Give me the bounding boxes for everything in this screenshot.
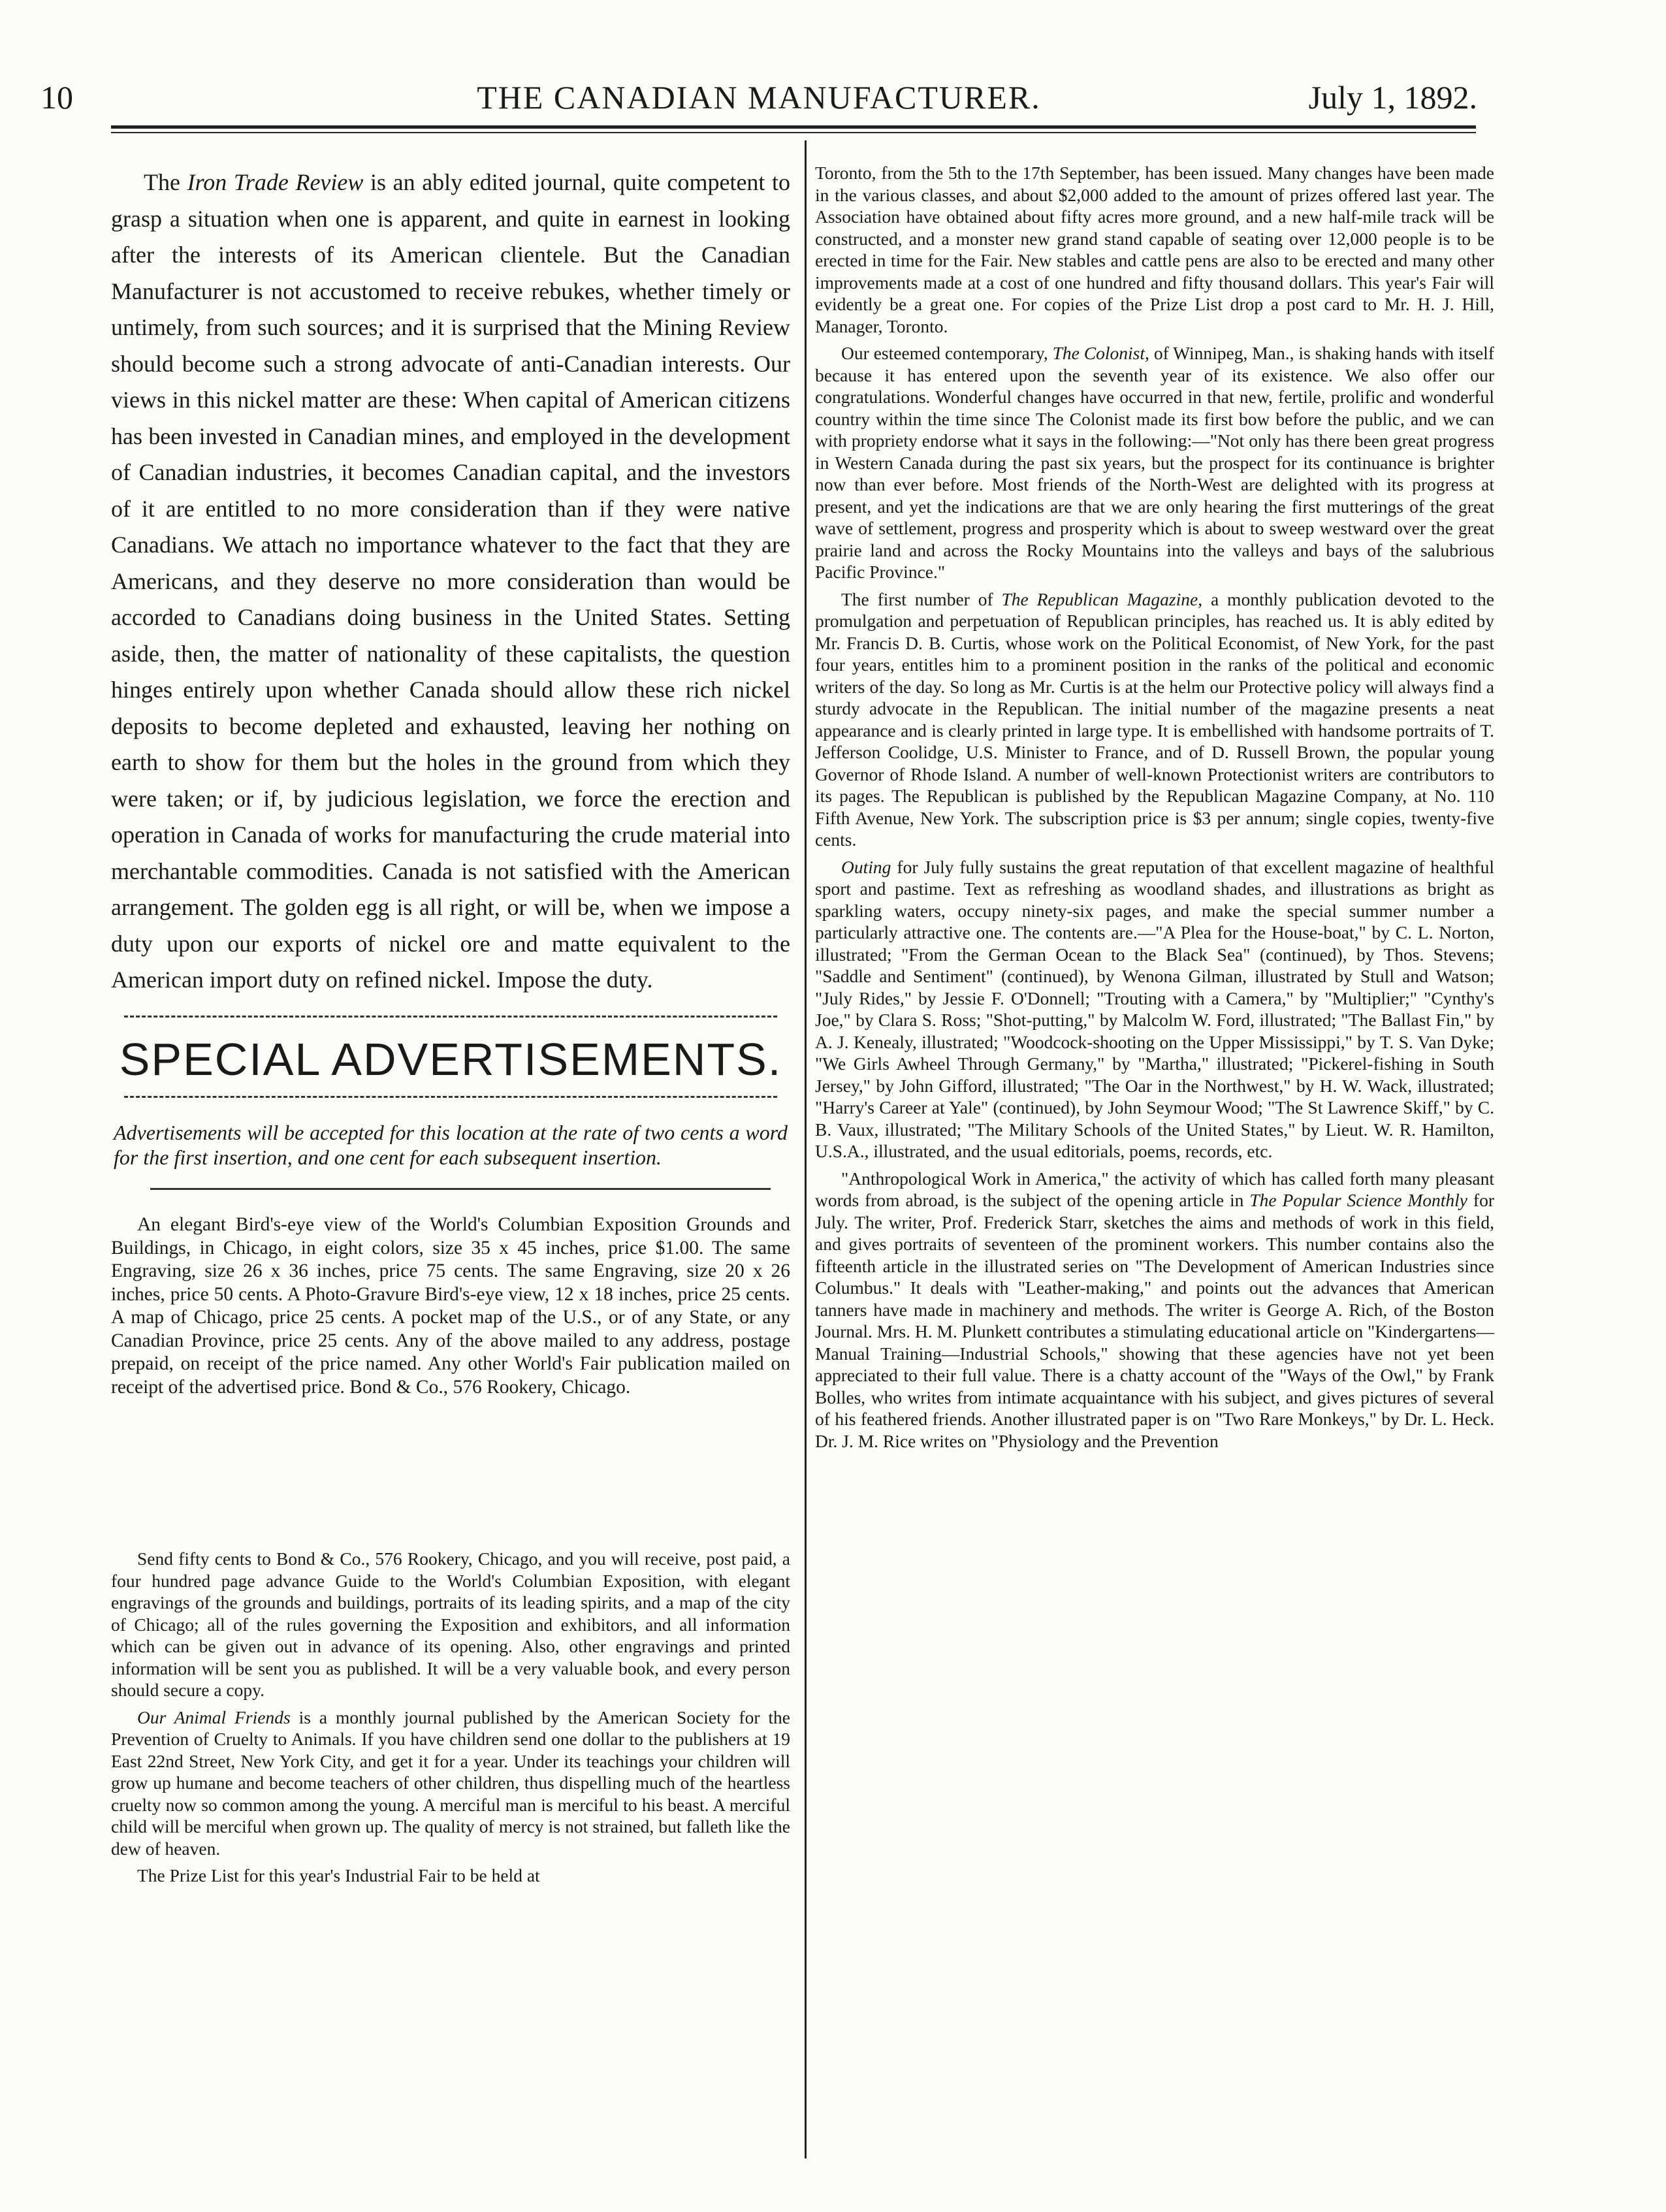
paragraph-outing: Outing for July fully sustains the great reputation of that excellent magazine of healthful sport and pastime. Text as refreshing as woodland shades, and illustrations as bright as sparkling waters, occupy ninety-six pages, and make the special summer number a particularly attractive one. The contents are.—"A Plea for the House-boat," by C. L. Norton, illustrated; "From the German Ocean to the Black Sea" (continued), by Thos. Stevens; "Saddle and Sentiment" (continued), by Wenona Gilman, illustrated by Stull and Watson; "July Rides," by Jessie F. O'Donnell; "Trouting with a Camera," by "Multiplier;" "Cynthy's Joe," by Clara S. Ross; "Shot-putting," by Malcolm W. Ford, illustrated; "The Ballast Fin," by A. J. Kenealy, illustrated; "Woodcock-shooting on the Upper Mississippi," by T. S. Van Dyke; "We Girls Awheel Through Germany," by "Martha," illustrated; "Pickerel-fishing in South Jersey," by John Gifford, illustrated; "The Oar in the Northwest," by H. W. Wack, illustrated; "Harry's Career at Yale" (continued), by John Seymour Wood; "The St Lawrence Skiff," by C. B. Vaux, illustrated; "The Military Schools of the United States," by Lieut. W. R. Hamilton, U.S.A., illustrated, and the usual editorials, poems, records, etc. [815,856,1494,1161]
editorial-nickel [111,165,790,999]
publication-title: THE CANADIAN MANUFACTURER. [477,79,1041,116]
section-divider [124,1016,777,1018]
ad-birds-eye-view: An elegant Bird's-eye view of the World's Columbian Exposition Grounds and Buildings, in Chicago, in eight colors, size 35 x 45 inches, price $1.00. The same Engraving, size 26 x 36 inches, price 75 cents. The same Engraving, size 20 x 26 inches, price 50 cents. A Photo-Gravure Bird's-eye view, 12 x 18 inches, price 25 cents. A map of Chicago, price 25 cents. A pocket map of the U.S., or of any State, or any Canadian Province, price 25 cents. Any of the above mailed to any address, postage prepaid, on receipt of the price named. Any other World's Fair publication mailed on receipt of the advertised price. Bond & Co., 576 Rookery, Chicago. [111,1214,790,1398]
note-animal-friends: Our Animal Friends is a monthly journal published by the American Society for the Prevention of Cruelty to Animals. If you have children send one dollar to the publishers at 19 East 22nd Street, New York City, and get it for a year. Under its teachings your children will grow up humane and become teachers of other children, thus dispelling much of the heartless cruelty now so common among the young. A merciful man is merciful to his beast. A merciful child will be merciful when grown up. The quality of mercy is not strained, but falleth like the dew of heaven. [111,1707,790,1859]
note-guide: Send fifty cents to Bond & Co., 576 Rookery, Chicago, and you will receive, post paid, a four hundred page advance Guide to the World's Columbian Exposition, with elegant engravings of the grounds and buildings, portraits of its leading spirits, and a map of the city of Chicago; all of the rules governing the Exposition and exhibitors, and all information which can be given out in advance of its opening. Also, other engravings and printed information will be sent you as published. It will be a very valuable book, and every person should secure a copy. [111,1548,790,1700]
right-column [815,162,1494,1457]
paragraph-popular-science: "Anthropological Work in America," the activity of which has called forth many pleasant words from abroad, is the subject of the opening article in The Popular Science Monthly for July. The writer, Prof. Frederick Starr, sketches the aims and methods of work in this field, and gives portraits of seventeen of the prominent workers. This number contains also the fifteenth article in the illustrated series on "The Development of American Industries since Columbus." It deals with "Leather-making," and points out the advances that American tanners have made in machinery and methods. The writer is George A. Rich, of the Boston Journal. Mrs. H. M. Plunkett contributes a stimulating educational article on "Kindergartens—Manual Training—Industrial Schools," showing that these agencies have not yet been appreciated to their full value. There is a chatty account of the "Ways of the Owl," by Frank Bolles, who writes from intimate acquaintance with his subject, and gives pictures of several of his feathered friends. Another illustrated paper is on "Two Rare Monkeys," by Dr. L. Heck. Dr. J. M. Rice writes on "Physiology and the Prevention [815,1168,1494,1451]
special-advertisements-section [111,1016,790,1404]
header-rule [111,125,1476,129]
paragraph-republican-magazine: The first number of The Republican Magazine, a monthly publication devoted to the promulgation and perpetuation of Republican principles, has reached us. It is ably edited by Mr. Francis D. B. Curtis, whose work on the Political Economist, of New York, for the past four years, entitles him to a prominent position in the ranks of the political and economic writers of the day. So long as Mr. Curtis is at the helm our Protective policy will always find a sturdy advocate in the Republican. The initial number of the magazine presents a neat appearance and is clearly printed in large type. It is embellished with handsome portraits of T. Jefferson Coolidge, U.S. Minister to France, and of D. Russell Brown, the popular young Governor of Rhode Island. A number of well-known Protectionist writers are contributors to its pages. The Republican is published by the Republican Magazine Company, at No. 110 Fifth Avenue, New York. The subscription price is $3 per annum; single copies, twenty-five cents. [815,588,1495,850]
header-rule-thin [111,132,1476,133]
paragraph-prize-list-cont: Toronto, from the 5th to the 17th September, has been issued. Many changes have been made in the various classes, and about $2,000 added to the amount of prizes offered last year. The Association have obtained about fifty acres more ground, and a new half-mile track will be constructed, and a monster new grand stand capable of seating over 12,000 people is to be erected in time for the Fair. New stables and cattle pens are also to be erected and many other improvements made at a cost of one hundred and fifty thousand dollars. This year's Fair will evidently be a great one. For copies of the Prize List drop a post card to Mr. H. J. Hill, Manager, Toronto. [815,163,1494,336]
column-divider [805,140,807,2158]
paragraph-colonist: Our esteemed contemporary, The Colonist, of Winnipeg, Man., is shaking hands with itself because it has entered upon the seventh year of its existence. We also offer our congratulations. Wonderful changes have occurred in that new, fertile, prolific and wonderful country within the time since The Colonist made its first bow before the public, and we can with propriety endorse what it says in the following:—"Not only has there been great progress in Western Canada during the past six years, but the prospect for its continuance is brighter now than ever before. Most friends of the North-West are delighted with its progress at present, and yet the indications are that we are only hearing the first mutterings of the great wave of settlement, progress and prosperity which is about to sweep westward over the great prairie land and across the Rocky Mountains into the valleys and bays of the salubrious Pacific Province." [815,343,1494,582]
page-number: 10 [40,79,73,116]
advertising-rate-notice: Advertisements will be accepted for this location at the rate of two cents a word for the first insertion, and one cent for each subsequent insertion. [114,1121,788,1169]
section-divider [124,1096,777,1098]
notice-rule [150,1188,771,1190]
special-advertisements-heading: SPECIAL ADVERTISEMENTS. [119,1034,782,1085]
note-prize-list: The Prize List for this year's Industrial Fair to be held at [137,1865,540,1885]
issue-date: July 1, 1892. [1308,79,1477,116]
left-notes [111,1548,790,1892]
editorial-paragraph: The Iron Trade Review is an ably edited journal, quite competent to grasp a situation when one is apparent, and quite in earnest in looking after the interests of its American clientele. But the Canadian Manufacturer is not accustomed to receive rebukes, whether timely or untimely, from such sources; and it is surprised that the Mining Review should become such a strong advocate of anti-Canadian interests. Our views in this nickel matter are these: When capital of American citizens has been invested in Canadian mines, and employed in the development of Canadian industries, it becomes Canadian capital, and the investors of it are entitled to no more consideration than if they were native Canadians. We attach no importance whatever to the fact that they are Americans, and they deserve no more consideration than would be accorded to Canadians doing business in the United States. Setting aside, then, the matter of nationality of these capitalists, the question hinges entirely upon whether Canada should allow these rich nickel deposits to become depleted and exhausted, leaving her nothing on earth to show for them but the holes in the ground from which they were taken; or if, by judicious legislation, we force the erection and operation in Canada of works for manufacturing the crude material into merchantable commodities. Canada is not satisfied with the American arrangement. The golden egg is all right, or will be, when we impose a duty upon our exports of nickel ore and matte equivalent to the American import duty on refined nickel. Impose the duty. [111,169,791,993]
page-header [40,73,1477,132]
